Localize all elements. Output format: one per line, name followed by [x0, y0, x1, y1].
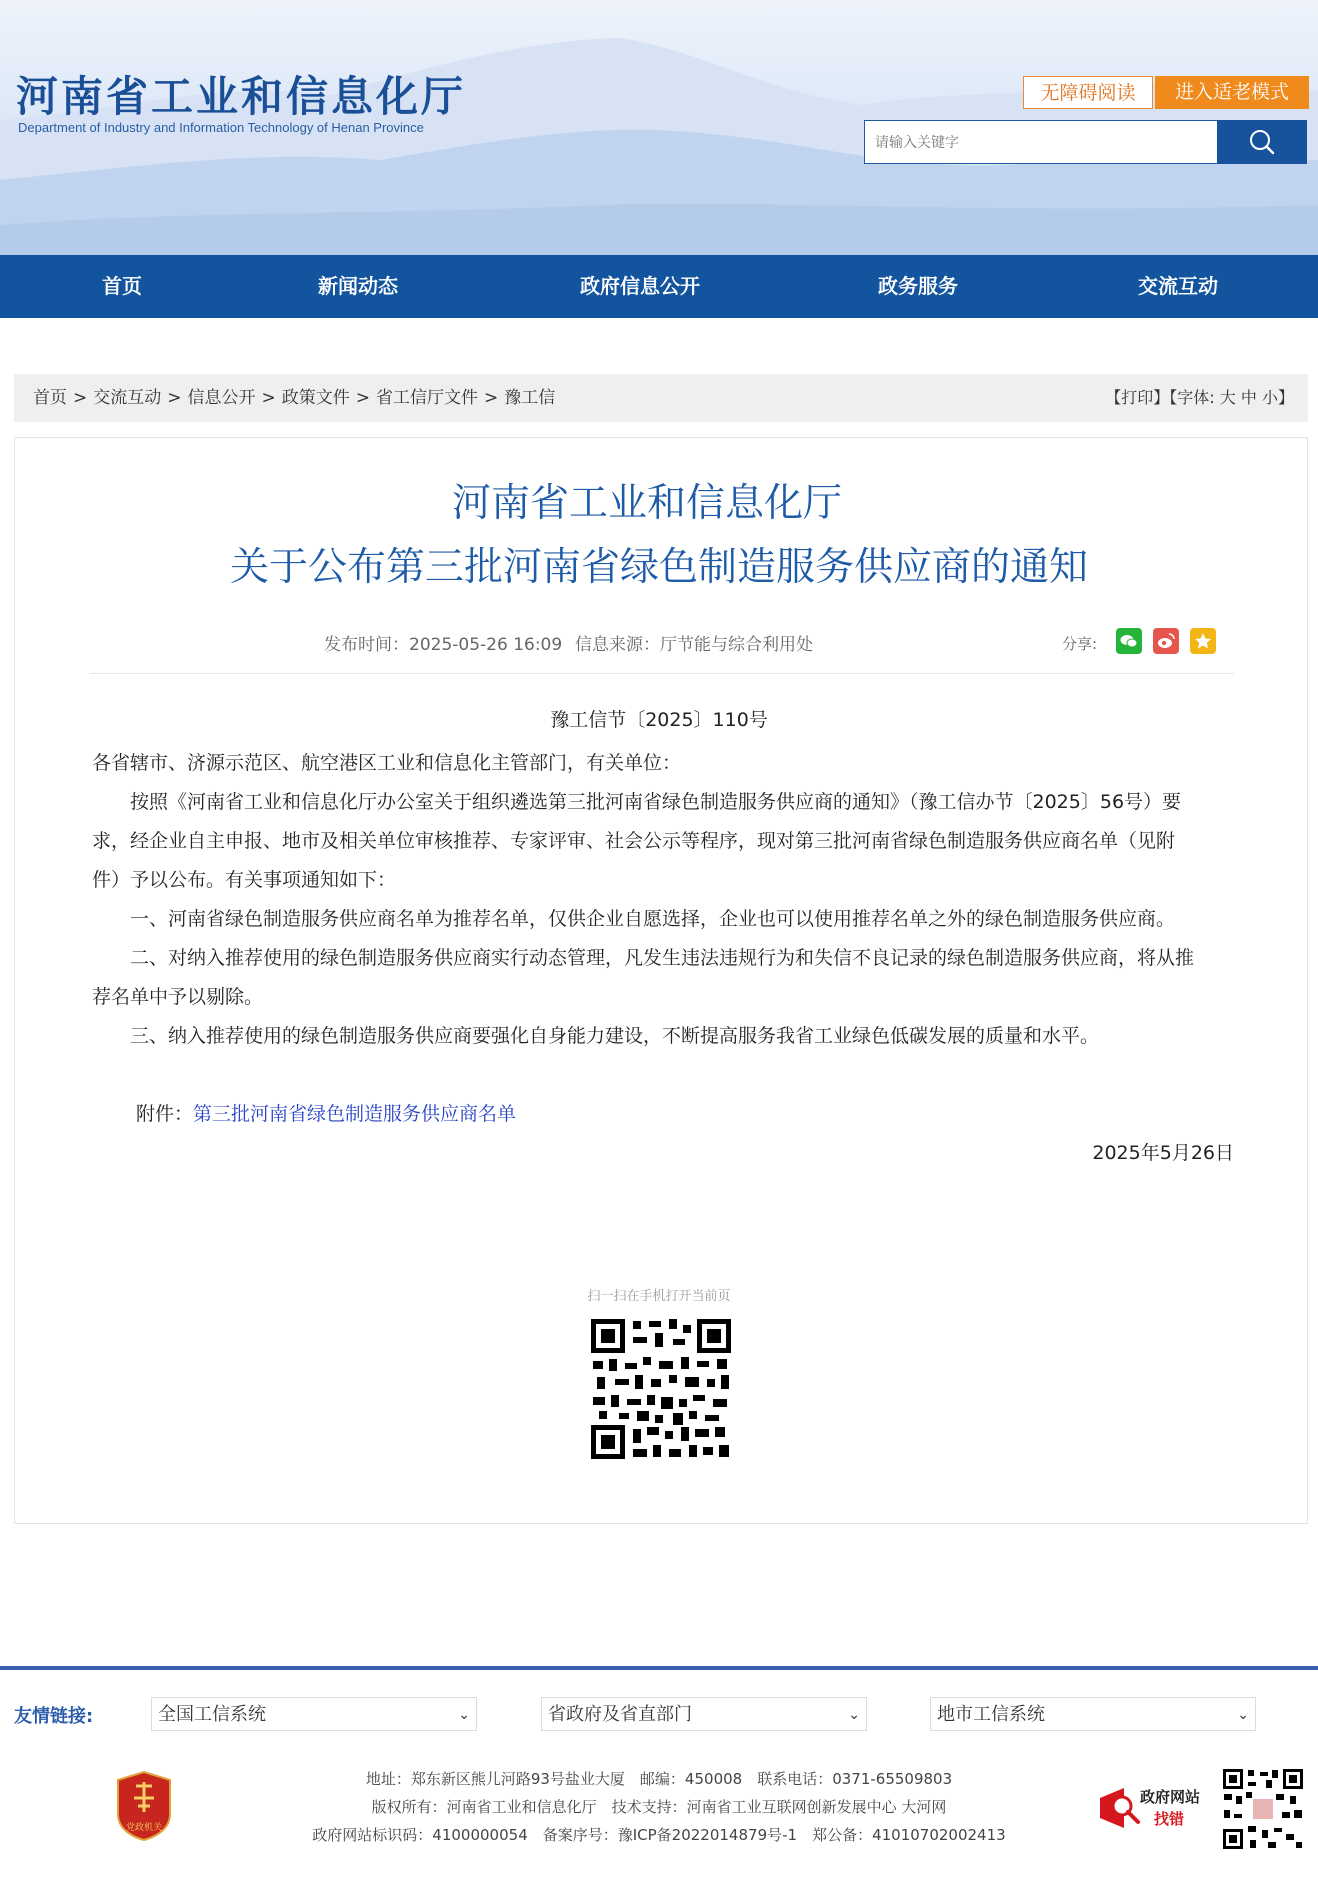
breadcrumb-separator: > [167, 388, 182, 408]
breadcrumb-separator: > [355, 388, 370, 408]
wechat-icon[interactable] [1116, 628, 1142, 654]
font-large-button[interactable]: 大 [1219, 388, 1236, 407]
elder-mode-button[interactable]: 进入适老模式 [1155, 76, 1309, 109]
font-medium-button[interactable]: 中 [1240, 388, 1257, 407]
body-paragraph: 按照《河南省工业和信息化厅办公室关于组织遴选第三批河南省绿色制造服务供应商的通知》（豫工信办节〔2025〕56号）要 [130, 791, 1182, 813]
search-button[interactable] [1217, 120, 1307, 164]
weibo-icon[interactable] [1153, 628, 1179, 654]
font-size-label: 【字体: [1169, 388, 1215, 407]
chevron-down-icon: ⌄ [1237, 1707, 1249, 1723]
body-paragraph: 件）予以公布。有关事项通知如下： [92, 869, 397, 891]
nav-item-news[interactable]: 新闻动态 [318, 274, 398, 298]
select-value: 全国工信系统 [158, 1704, 266, 1725]
select-provincial-depts[interactable] [541, 1697, 867, 1731]
qr-label: 扫一扫在手机打开当前页 [587, 1289, 731, 1304]
breadcrumb-item[interactable]: 交流互动 [93, 388, 162, 408]
breadcrumb-separator: > [73, 388, 88, 408]
error-finder-button[interactable] [1098, 1780, 1206, 1832]
breadcrumb-item[interactable]: 政策文件 [281, 388, 350, 408]
print-button[interactable]: 【打印】 [1105, 388, 1170, 407]
nav-item-interaction[interactable]: 交流互动 [1138, 274, 1218, 298]
breadcrumb [30, 374, 558, 422]
footer-copyright: 版权所有：河南省工业和信息化厅 技术支持：河南省工业互联网创新发展中心 大河网 [371, 1798, 947, 1816]
body-paragraph: 荐名单中予以剔除。 [92, 986, 264, 1008]
info-source: 信息来源：厅节能与综合利用处 [575, 635, 813, 655]
document-number: 豫工信节〔2025〕110号 [550, 709, 768, 731]
select-national-it[interactable] [151, 1697, 477, 1731]
breadcrumb-item[interactable]: 豫工信 [504, 388, 556, 408]
nav-item-gov-service[interactable]: 政务服务 [878, 274, 958, 298]
site-logo-subtitle: Department of Industry and Information Technology of Henan Province [18, 120, 424, 135]
document-date: 2025年5月26日 [1092, 1142, 1234, 1164]
select-value: 省政府及省直部门 [548, 1704, 692, 1725]
font-size-close: 】 [1277, 388, 1294, 407]
footer-divider [0, 1666, 1318, 1670]
share-label: 分享: [1062, 635, 1098, 653]
breadcrumb-separator: > [261, 388, 276, 408]
body-paragraph: 三、纳入推荐使用的绿色制造服务供应商要强化自身能力建设，不断提高服务我省工业绿色低碳发展的质量和水平。 [130, 1025, 1100, 1047]
magnifier-icon [1098, 1784, 1144, 1830]
main-nav [0, 255, 1318, 318]
select-city-it[interactable] [930, 1697, 1256, 1731]
breadcrumb-item[interactable]: 信息公开 [187, 388, 256, 408]
font-small-button[interactable]: 小 [1261, 388, 1278, 407]
article-title-line1: 河南省工业和信息化厅 [451, 481, 842, 526]
footer-record: 政府网站标识码：4100000054 备案序号：豫ICP备2022014879号-1 郑公备：41010702002413 [312, 1826, 1006, 1844]
site-logo-title[interactable]: 河南省工业和信息化厅 [16, 72, 467, 121]
site-header [0, 0, 1318, 255]
error-finder-text: 找错 [1154, 1810, 1185, 1828]
favorite-icon[interactable] [1190, 628, 1216, 654]
footer-address: 地址：郑东新区熊儿河路93号盐业大厦 邮编：450008 联系电话：0371-65509803 [365, 1770, 953, 1788]
body-paragraph: 一、河南省绿色制造服务供应商名单为推荐名单，仅供企业自愿选择，企业也可以使用推荐名单之外的绿色制造服务供应商。 [130, 908, 1176, 930]
chevron-down-icon: ⌄ [458, 1707, 470, 1723]
accessibility-button[interactable]: 无障碍阅读 [1023, 76, 1153, 109]
attachment-link[interactable]: 第三批河南省绿色制造服务供应商名单 [193, 1103, 517, 1125]
salutation: 各省辖市、济源示范区、航空港区工业和信息化主管部门，有关单位： [92, 752, 682, 774]
article-title-line2: 关于公布第三批河南省绿色制造服务供应商的通知 [229, 545, 1088, 590]
body-paragraph: 二、对纳入推荐使用的绿色制造服务供应商实行动态管理，凡发生违法违规行为和失信不良记录的绿色制造服务供应商，将从推 [130, 947, 1195, 969]
breadcrumb-separator: > [484, 388, 499, 408]
publish-time: 发布时间：2025-05-26 16:09 [324, 635, 563, 655]
error-finder-text: 政府网站 [1140, 1788, 1201, 1806]
search-icon [1217, 120, 1307, 164]
breadcrumb-bar [14, 374, 1308, 422]
meta-divider [90, 673, 1234, 674]
qr-code-image [589, 1317, 733, 1461]
attachment-label: 附件： [136, 1103, 194, 1125]
breadcrumb-item[interactable]: 首页 [33, 388, 67, 408]
attachment-row [136, 1095, 1136, 1134]
body-paragraph: 求，经企业自主申报、地市及相关单位审核推荐、专家评审、社会公示等程序，现对第三批河南省绿色制造服务供应商名单（见附 [92, 830, 1176, 852]
search-input[interactable] [873, 121, 1207, 165]
search-box [864, 120, 1218, 164]
select-value: 地市工信系统 [937, 1704, 1045, 1725]
friend-links-label: 友情链接: [14, 1706, 94, 1727]
page-tools [1105, 374, 1294, 422]
nav-item-home[interactable]: 首页 [102, 274, 142, 298]
chevron-down-icon: ⌄ [848, 1707, 860, 1723]
badge-text: 党政机关 [125, 1823, 163, 1833]
footer-qr-code-image [1222, 1768, 1304, 1850]
breadcrumb-item[interactable]: 省工信厅文件 [376, 388, 478, 408]
nav-item-gov-info[interactable]: 政府信息公开 [580, 274, 700, 298]
